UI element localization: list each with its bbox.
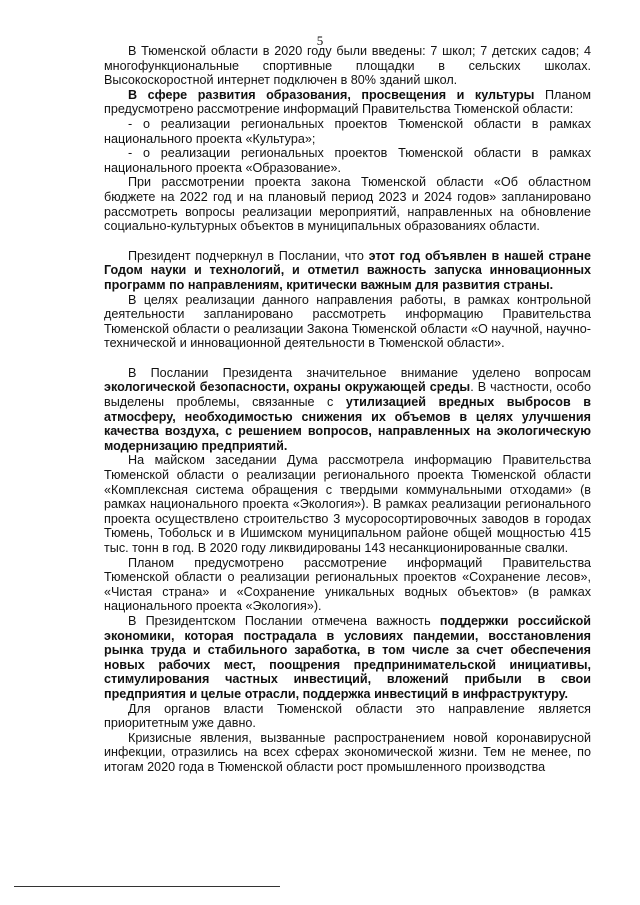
paragraph: [104, 146, 591, 175]
text-run: В Президентском Послании отмечена важность: [128, 613, 440, 628]
paragraph: [104, 702, 591, 731]
bold-text: поддержки российской экономики, которая пострадала в условиях пандемии, восстановления рынка труда и стабильного заработка, в том числе за счет обеспечения новых рабочих мест, поощрения предпринимательской инициативы, стимулирования частных инвестиций, вложений прибыли в свои предприятия и целые отрасли, поддержка инвестиций в инфраструктуру.: [104, 613, 591, 701]
footnote-separator-line: [14, 886, 280, 887]
bold-text: В сфере развития образования, просвещения и культуры: [128, 87, 535, 102]
paragraph: [104, 117, 591, 146]
document-body: [104, 44, 591, 775]
bold-text: этот год объявлен в нашей стране Годом науки и технологий, и отметил важность запуска инновационных программ по направлениям, критически важным для развития страны.: [104, 248, 591, 292]
bold-text: экологической безопасности, охраны окружающей среды: [104, 380, 471, 395]
text-run: В Послании Президента значительное внимание уделено вопросам: [128, 365, 591, 380]
text-run: - о реализации региональных проектов Тюменской области в рамках национального проекта «Образование».: [104, 146, 591, 175]
text-run: При рассмотрении проекта закона Тюменской области «Об областном бюджете на 2022 год и на плановый период 2023 и 2024 годов» запланировано рассмотреть вопросы реализации мероприятий, направленных на обновление социально-культурных объектов в муниципальных образованиях области.: [104, 175, 591, 234]
paragraph: [104, 249, 591, 293]
text-run: . В частности, особо выделены проблемы, связанные с: [104, 380, 592, 410]
text-run: Планом предусмотрено рассмотрение информаций Правительства Тюменской области:: [104, 87, 591, 117]
bold-text: утилизацией вредных выбросов в атмосферу, необходимостью снижения их объемов в целях улучшения качества воздуха, с решением вопросов, направленных на экологическую модернизацию предприятий.: [104, 395, 591, 453]
paragraph: [104, 293, 591, 351]
text-run: Президент подчеркнул в Послании, что: [128, 248, 369, 263]
text-run: - о реализации региональных проектов Тюменской области в рамках национального проекта «Культура»;: [104, 116, 591, 146]
paragraph: [104, 731, 591, 775]
text-run: Для органов власти Тюменской области это направление является приоритетным уже давно.: [104, 701, 591, 731]
paragraph: [104, 88, 591, 117]
text-run: На майском заседании Дума рассмотрела информацию Правительства Тюменской области о реализации регионального проекта Тюменской области «Комплексная система обращения с твердыми коммунальными отходами» (в рамках национального проекта «Экология»). В рамках реализации регионального проекта осуществлено строительство 3 мусоросортировочных заводов в городах Тюмень, Тобольск и в Ишимском муниципальном районе общей мощностью 415 тыс. тонн в год. В 2020 году ликвидированы 143 несанкционированные свалки.: [104, 453, 591, 555]
text-run: Планом предусмотрено рассмотрение информаций Правительства Тюменской области о реализации региональных проектов «Сохранение лесов», «Чистая страна» и «Сохранение уникальных водных объектов» (в рамках национального проекта «Экология»).: [104, 555, 591, 614]
text-run: Кризисные явления, вызванные распространением новой коронавирусной инфекции, отразились на всех сферах экономической жизни. Тем не менее, по итогам 2020 года в Тюменской области рост промышленного производства: [104, 730, 591, 774]
paragraph: [104, 614, 591, 702]
paragraph: [104, 175, 591, 233]
text-run: В Тюменской области в 2020 году были введены: 7 школ; 7 детских садов; 4 многофункциональные спортивные площадки в сельских школах. Высокоскоростной интернет подключен в 80% зданий школ.: [104, 44, 591, 88]
page-number: 5: [316, 33, 324, 48]
paragraph: [104, 556, 591, 614]
paragraph: [104, 453, 591, 555]
text-run: В целях реализации данного направления работы, в рамках контрольной деятельности запланировано рассмотреть информацию Правительства Тюменской области о реализации Закона Тюменской области «О научной, научно-технической и инновационной деятельности в Тюменской области».: [104, 292, 591, 351]
paragraph: [104, 366, 591, 454]
paragraph: [104, 44, 591, 88]
